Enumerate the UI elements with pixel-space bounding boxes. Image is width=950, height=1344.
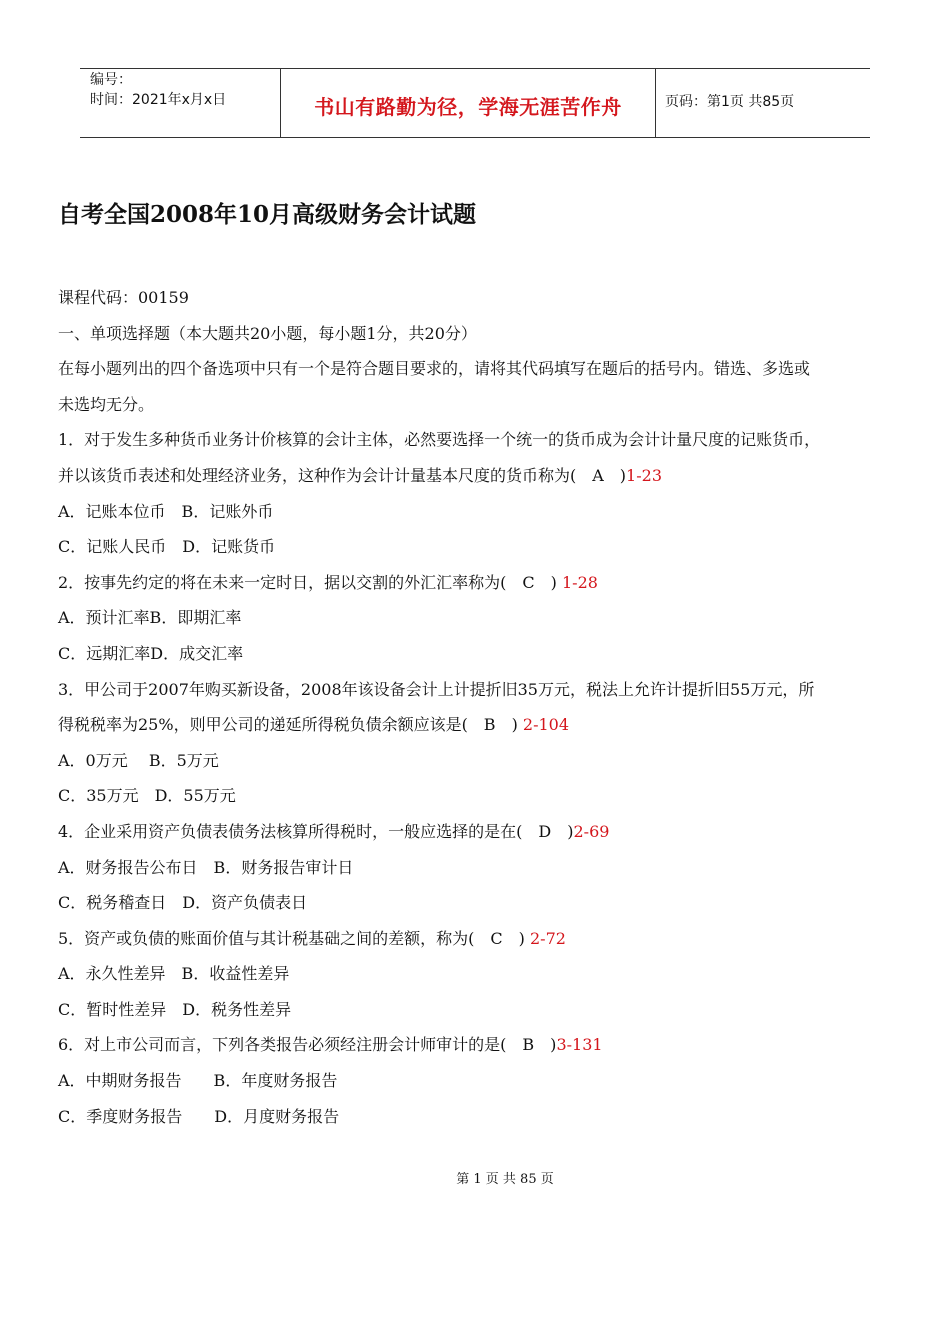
question-text: 1．对于发生多种货币业务计价核算的会计主体，必然要选择一个统一的货币成为会计计量尺度的记账货币， (58, 430, 821, 450)
answer-options: C．季度财务报告 D．月度财务报告 (58, 1106, 340, 1126)
chapter-reference: 2-104 (522, 715, 570, 735)
page-info: 页码：第1页 共85页 (665, 94, 795, 110)
instructions-line: 未选均无分。 (58, 394, 155, 414)
answer-options: A．财务报告公布日 B．财务报告审计日 (58, 857, 354, 877)
code-label: 编号： (90, 72, 132, 88)
time-label: 时间：2021年x月x日 (90, 92, 227, 108)
question-text: 5．资产或负债的账面价值与其计税基础之间的差额，称为( C ) (58, 928, 530, 948)
header-right-cell (655, 69, 870, 137)
answer-options: C．远期汇率D．成交汇率 (58, 643, 244, 663)
chapter-reference: 2-69 (573, 821, 610, 841)
question-stem (58, 707, 898, 743)
question-stem (58, 422, 898, 458)
question-text: 3．甲公司于2007年购买新设备，2008年该设备会计上计提折旧35万元，税法上允许计提折旧55万元，所 (58, 679, 815, 699)
question-stem (58, 672, 898, 708)
answer-options: C．暂时性差异 D．税务性差异 (58, 999, 292, 1019)
answer-options: C．税务稽查日 D．资产负债表日 (58, 893, 308, 913)
question-text: 2．按事先约定的将在未来一定时日，据以交割的外汇汇率称为( C ) (58, 572, 562, 592)
chapter-reference: 3-131 (556, 1035, 603, 1055)
header-motto-cell (280, 69, 656, 137)
answer-options: C．35万元 D．55万元 (58, 786, 236, 806)
answer-options: A．0万元 B．5万元 (58, 750, 219, 770)
chapter-reference: 1-23 (626, 465, 662, 485)
question-stem (58, 1027, 898, 1063)
answer-options: C．记账人民币 D．记账货币 (58, 537, 276, 557)
chapter-reference: 1-28 (562, 572, 598, 592)
instructions-line: 在每小题列出的四个备选项中只有一个是符合题目要求的，请将其代码填写在题后的括号内。错选、多选或 (58, 359, 811, 379)
answer-options: A．中期财务报告 B．年度财务报告 (58, 1071, 338, 1091)
question-stem (58, 458, 898, 494)
page-footer: 第 1 页 共 85 页 (456, 1172, 554, 1187)
answer-options: A．预计汇率B．即期汇率 (58, 608, 242, 628)
question-text: 得税税率为25%，则甲公司的递延所得税负债余额应该是( B ) (58, 715, 523, 735)
question-stem (58, 814, 898, 850)
question-text: 6．对上市公司而言，下列各类报告必须经注册会计师审计的是( B ) (58, 1035, 557, 1055)
answer-options: A．记账本位币 B．记账外币 (58, 501, 274, 521)
question-text: 4．企业采用资产负债表债务法核算所得税时，一般应选择的是在( D ) (58, 821, 574, 841)
header-left-cell (80, 69, 280, 137)
question-stem (58, 565, 898, 601)
question-list (58, 422, 898, 1134)
page-title: 自考全国2008年10月高级财务会计试题 (58, 201, 477, 228)
motto-text: 书山有路勤为径，学海无涯苦作舟 (314, 95, 622, 119)
chapter-reference: 2-72 (530, 928, 566, 948)
document-header (80, 68, 870, 138)
course-code: 课程代码：00159 (58, 288, 189, 307)
exam-body (58, 280, 898, 1134)
question-stem (58, 921, 898, 957)
answer-options: A．永久性差异 B．收益性差异 (58, 964, 290, 984)
section-heading: 一、单项选择题（本大题共20小题，每小题1分，共20分） (58, 323, 477, 343)
question-text: 并以该货币表述和处理经济业务，这种作为会计计量基本尺度的货币称为( A ) (58, 465, 627, 485)
